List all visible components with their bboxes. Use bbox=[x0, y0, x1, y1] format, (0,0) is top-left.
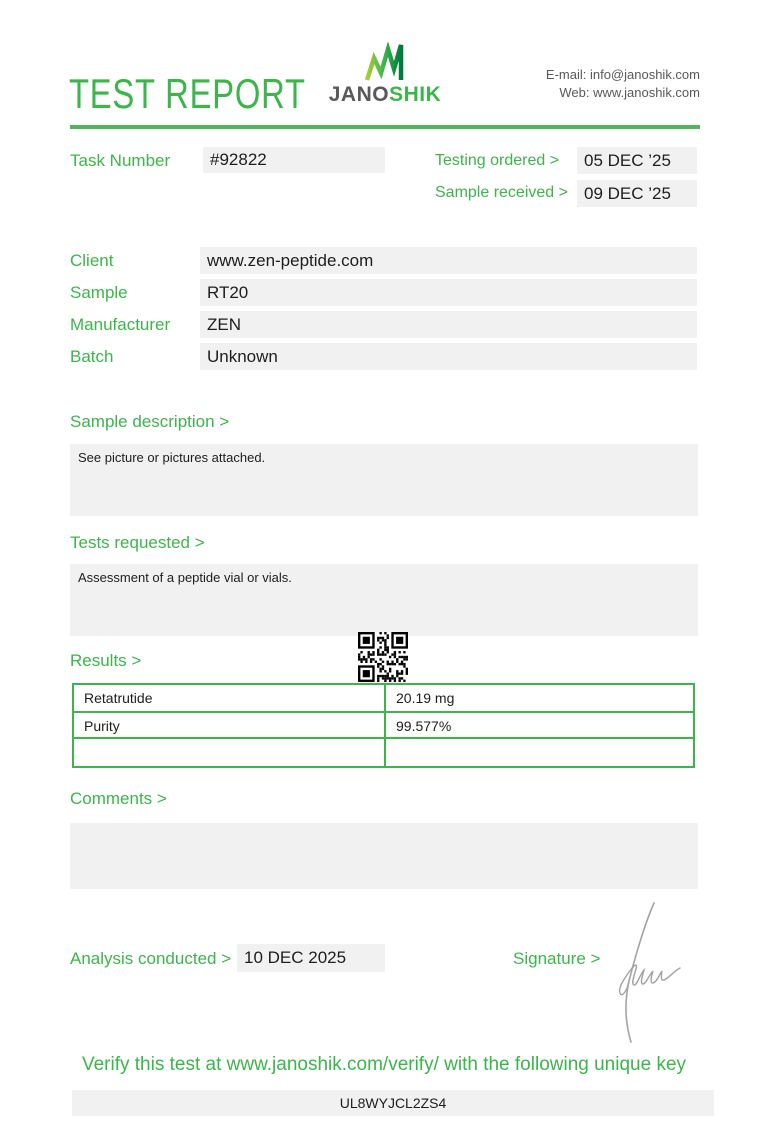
batch-label: Batch bbox=[70, 347, 114, 366]
manufacturer-label: Manufacturer bbox=[70, 315, 171, 334]
signature-label: Signature > bbox=[513, 949, 601, 968]
result-name bbox=[74, 737, 384, 766]
sample-received-date: 09 DEC ’25 bbox=[577, 180, 697, 207]
tests-requested-text: Assessment of a peptide vial or vials. bbox=[78, 570, 292, 585]
signature-image bbox=[598, 895, 698, 1045]
contact-email: E-mail: info@janoshik.com bbox=[545, 67, 700, 82]
results-table bbox=[72, 683, 695, 768]
logo-wordmark bbox=[327, 83, 443, 107]
testing-ordered-date: 05 DEC ’25 bbox=[577, 147, 697, 174]
result-value: 99.577% bbox=[384, 711, 693, 737]
task-number-value: #92822 bbox=[203, 147, 385, 173]
result-value: 20.19 mg bbox=[384, 685, 693, 711]
analysis-conducted-label: Analysis conducted > bbox=[70, 949, 232, 968]
janoshik-logo bbox=[327, 42, 443, 107]
logo-word-dark: JANO bbox=[328, 83, 390, 106]
sample-description-heading: Sample description > bbox=[70, 412, 230, 431]
unique-key-value: UL8WYJCL2ZS4 bbox=[72, 1090, 714, 1116]
page-title: TEST REPORT bbox=[69, 70, 306, 117]
client-label: Client bbox=[70, 251, 114, 270]
comments-box bbox=[70, 823, 698, 889]
trend-chart-icon bbox=[353, 42, 417, 82]
result-name: Retatrutide bbox=[84, 690, 153, 706]
contact-web: Web: www.janoshik.com bbox=[559, 85, 700, 100]
results-heading: Results > bbox=[70, 651, 142, 670]
logo-word-green: SHIK bbox=[389, 83, 442, 106]
tests-requested-heading: Tests requested > bbox=[70, 533, 205, 552]
qr-code-icon bbox=[358, 632, 408, 682]
verify-instruction: Verify this test at www.janoshik.com/verify/ with the following unique key bbox=[81, 1054, 687, 1075]
sample-received-label: Sample received > bbox=[435, 184, 568, 201]
sample-description-box bbox=[70, 444, 698, 516]
testing-ordered-label: Testing ordered > bbox=[435, 152, 560, 169]
sample-label: Sample bbox=[70, 283, 128, 302]
contact-block bbox=[546, 66, 700, 102]
manufacturer-value: ZEN bbox=[200, 311, 697, 338]
result-value bbox=[384, 737, 693, 766]
tests-requested-box bbox=[70, 564, 698, 636]
analysis-conducted-date: 10 DEC 2025 bbox=[237, 944, 385, 972]
task-number-label: Task Number bbox=[70, 151, 171, 170]
sample-description-text: See picture or pictures attached. bbox=[78, 450, 266, 465]
batch-value: Unknown bbox=[200, 343, 697, 370]
comments-heading: Comments > bbox=[70, 789, 167, 808]
header-divider bbox=[70, 125, 700, 129]
client-value: www.zen-peptide.com bbox=[200, 247, 697, 274]
result-name: Purity bbox=[74, 711, 384, 737]
sample-value: RT20 bbox=[200, 279, 697, 306]
